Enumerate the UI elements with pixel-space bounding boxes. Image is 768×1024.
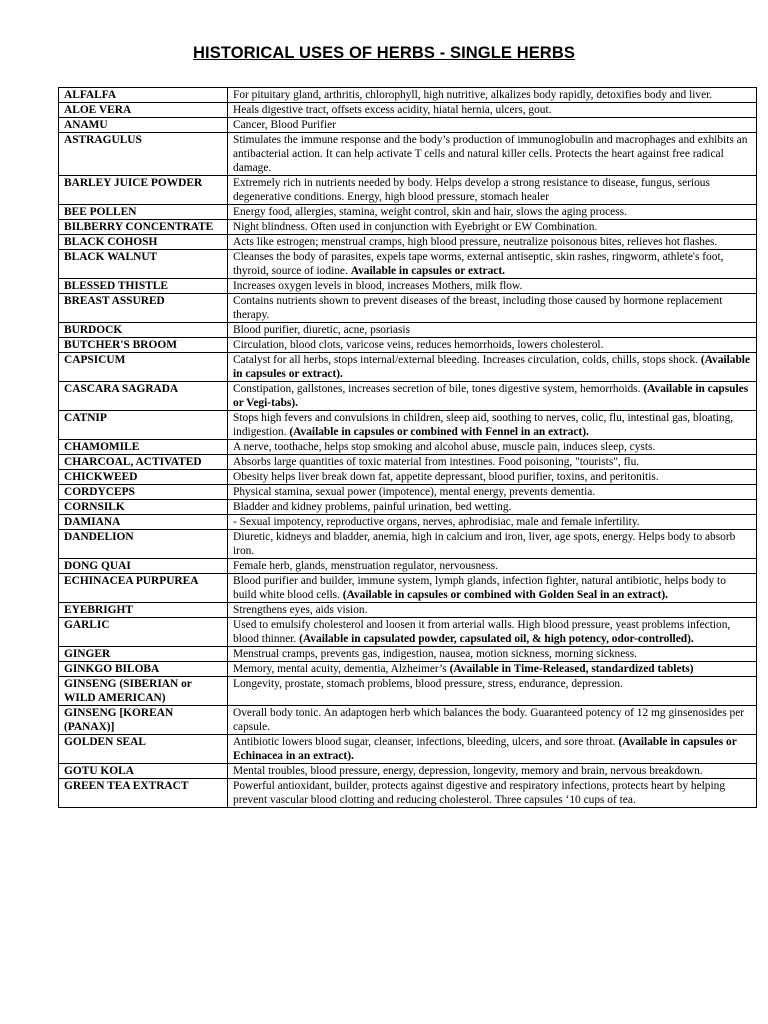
herb-use-text: Blood purifier, diuretic, acne, psoriasis: [233, 324, 410, 336]
herb-use: [228, 440, 757, 455]
herb-row: [59, 455, 757, 470]
availability-note: (Available in capsulated powder, capsulated oil, & high potency, odor-controlled).: [299, 633, 694, 645]
herb-use: [228, 220, 757, 235]
herb-name: GINSENG [KOREAN (PANAX)]: [59, 706, 228, 735]
herb-row: [59, 485, 757, 500]
herb-name: GOTU KOLA: [59, 764, 228, 779]
herb-use: [228, 559, 757, 574]
herb-row: [59, 764, 757, 779]
herb-name: ALOE VERA: [59, 103, 228, 118]
herb-name: BARLEY JUICE POWDER: [59, 176, 228, 205]
herbs-table-body: [59, 88, 757, 808]
herb-use-text: Energy food, allergies, stamina, weight control, skin and hair, slows the aging process.: [233, 206, 627, 218]
herb-use: [228, 662, 757, 677]
herb-row: [59, 779, 757, 808]
herb-use: [228, 88, 757, 103]
herb-name: GARLIC: [59, 618, 228, 647]
herb-name: CASCARA SAGRADA: [59, 382, 228, 411]
herb-name: ALFALFA: [59, 88, 228, 103]
herb-row: [59, 220, 757, 235]
herb-row: [59, 176, 757, 205]
herb-row: [59, 294, 757, 323]
herb-name: ANAMU: [59, 118, 228, 133]
herb-name: DANDELION: [59, 530, 228, 559]
herb-row: [59, 559, 757, 574]
herb-name: GINSENG (SIBERIAN or WILD AMERICAN): [59, 677, 228, 706]
availability-note: (Available in capsules or Vegi-tabs).: [233, 383, 749, 409]
herb-use: [228, 515, 757, 530]
herb-row: [59, 382, 757, 411]
herb-row: [59, 279, 757, 294]
herb-use-text: Circulation, blood clots, varicose veins, reduces hemorrhoids, lowers cholesterol.: [233, 339, 604, 351]
herb-row: [59, 205, 757, 220]
herb-use: [228, 764, 757, 779]
herb-use-text: Acts like estrogen; menstrual cramps, high blood pressure, neutralize poisonous bites, relieves hot flashes.: [233, 236, 718, 248]
herb-row: [59, 411, 757, 440]
herb-use: [228, 279, 757, 294]
herb-use-text: Heals digestive tract, offsets excess acidity, hiatal hernia, ulcers, gout.: [233, 104, 552, 116]
herb-row: [59, 250, 757, 279]
herb-use-text: Extremely rich in nutrients needed by body. Helps develop a strong resistance to disease, fungus, serious degenerative conditions. Energy, high blood pressure, stomach healer: [233, 177, 710, 203]
herb-row: [59, 603, 757, 618]
herb-use-text: A nerve, toothache, helps stop smoking and alcohol abuse, muscle pain, induces sleep, cysts.: [233, 441, 656, 453]
herb-use: [228, 353, 757, 382]
availability-note: (Available in capsules or extract).: [233, 354, 751, 380]
herb-use-text: Longevity, prostate, stomach problems, blood pressure, stress, endurance, depression.: [233, 678, 623, 690]
herb-use-text: Bladder and kidney problems, painful urination, bed wetting.: [233, 501, 512, 513]
herb-use: [228, 603, 757, 618]
herb-use-text: Stops high fevers and convulsions in children, sleep aid, soothing to nerves, colic, flu, intestinal gas, bloating, indigestion.: [233, 412, 734, 438]
herb-row: [59, 647, 757, 662]
herb-use: [228, 735, 757, 764]
herb-name: GOLDEN SEAL: [59, 735, 228, 764]
herb-row: [59, 88, 757, 103]
herb-use-text: Physical stamina, sexual power (impotence), mental energy, prevents dementia.: [233, 486, 596, 498]
herb-use: [228, 779, 757, 808]
herb-use-text: Mental troubles, blood pressure, energy, depression, longevity, memory and brain, nervous breakdown.: [233, 765, 703, 777]
herb-row: [59, 353, 757, 382]
herb-use-text: Obesity helps liver break down fat, appetite depressant, blood purifier, toxins, and peritonitis.: [233, 471, 659, 483]
herb-use-text: Contains nutrients shown to prevent diseases of the breast, including those caused by hormone replacement therapy.: [233, 295, 723, 321]
availability-note: (Available in capsules or Echinacea in an extract).: [233, 736, 737, 762]
herb-row: [59, 338, 757, 353]
herb-use-text: Female herb, glands, menstruation regulator, nervousness.: [233, 560, 498, 572]
herb-row: [59, 323, 757, 338]
herb-row: [59, 735, 757, 764]
herb-name: BILBERRY CONCENTRATE: [59, 220, 228, 235]
herb-row: [59, 500, 757, 515]
herb-use-text: Antibiotic lowers blood sugar, cleanser, infections, bleeding, ulcers, and sore throat.: [233, 736, 616, 748]
herb-name: DONG QUAI: [59, 559, 228, 574]
page-title: HISTORICAL USES OF HERBS - SINGLE HERBS: [193, 44, 575, 62]
herb-row: [59, 677, 757, 706]
herb-use: [228, 574, 757, 603]
herb-name: EYEBRIGHT: [59, 603, 228, 618]
herb-name: BLESSED THISTLE: [59, 279, 228, 294]
herb-use: [228, 455, 757, 470]
herb-use-text: Used to emulsify cholesterol and loosen it from arterial walls. High blood pressure, yeast problems infection, blood thinner.: [233, 619, 731, 645]
herb-name: BEE POLLEN: [59, 205, 228, 220]
herb-name: GINKGO BILOBA: [59, 662, 228, 677]
herb-use-text: Memory, mental acuity, dementia, Alzheimer’s: [233, 663, 447, 675]
herbs-table: [58, 87, 757, 808]
herb-row: [59, 440, 757, 455]
herb-name: CORNSILK: [59, 500, 228, 515]
herb-row: [59, 118, 757, 133]
herb-name: ASTRAGULUS: [59, 133, 228, 176]
herb-name: CHAMOMILE: [59, 440, 228, 455]
availability-note: Available in capsules or extract.: [350, 265, 505, 277]
herb-use: [228, 118, 757, 133]
herb-use: [228, 677, 757, 706]
herb-name: GREEN TEA EXTRACT: [59, 779, 228, 808]
herb-use: [228, 176, 757, 205]
herb-use-text: Catalyst for all herbs, stops internal/external bleeding. Increases circulation, colds, chills, stops shock.: [233, 354, 698, 366]
herb-row: [59, 515, 757, 530]
availability-note: (Available in capsules or combined with Fennel in an extract).: [289, 426, 589, 438]
herb-name: BLACK COHOSH: [59, 235, 228, 250]
herb-use: [228, 294, 757, 323]
herb-row: [59, 235, 757, 250]
herb-row: [59, 103, 757, 118]
herb-name: CATNIP: [59, 411, 228, 440]
herb-use: [228, 323, 757, 338]
herb-use-text: Stimulates the immune response and the body’s production of immunoglobulin and macrophages and exhibits an antibacterial action. It can help activate T cells and natural killer cells. Protects the heart against free radical damage.: [233, 134, 748, 174]
herb-name: BREAST ASSURED: [59, 294, 228, 323]
herb-use-text: Strengthens eyes, aids vision.: [233, 604, 368, 616]
herb-use: [228, 235, 757, 250]
herb-use-text: Increases oxygen levels in blood, increases Mothers, milk flow.: [233, 280, 523, 292]
herb-use: [228, 647, 757, 662]
herb-use-text: Diuretic, kidneys and bladder, anemia, high in calcium and iron, liver, age spots, energy. Helps body to absorb iron.: [233, 531, 736, 557]
herb-use-text: - Sexual impotency, reproductive organs, nerves, aphrodisiac, male and female infertility.: [233, 516, 640, 528]
herb-use-text: Cancer, Blood Purifier: [233, 119, 336, 131]
herb-row: [59, 618, 757, 647]
herb-use-text: Menstrual cramps, prevents gas, indigestion, nausea, motion sickness, morning sickness.: [233, 648, 637, 660]
herb-use-text: Cleanses the body of parasites, expels tape worms, external antiseptic, skin rashes, ringworm, athlete's foot, thyroid, source of iodine.: [233, 251, 724, 277]
herb-row: [59, 530, 757, 559]
herb-use: [228, 205, 757, 220]
herb-name: DAMIANA: [59, 515, 228, 530]
herb-row: [59, 133, 757, 176]
herb-use-text: Absorbs large quantities of toxic material from intestines. Food poisoning, "tourists", flu.: [233, 456, 640, 468]
availability-note: (Available in Time-Released, standardized tablets): [449, 663, 694, 675]
herb-name: CHICKWEED: [59, 470, 228, 485]
herb-use: [228, 618, 757, 647]
herb-use: [228, 470, 757, 485]
herb-use-text: For pituitary gland, arthritis, chlorophyll, high nutritive, alkalizes body rapidly, detoxifies body and liver.: [233, 89, 713, 101]
herb-name: CHARCOAL, ACTIVATED: [59, 455, 228, 470]
herb-use: [228, 411, 757, 440]
herb-use: [228, 382, 757, 411]
herb-use: [228, 103, 757, 118]
herb-name: ECHINACEA PURPUREA: [59, 574, 228, 603]
herb-name: BURDOCK: [59, 323, 228, 338]
herb-use: [228, 250, 757, 279]
herb-name: BLACK WALNUT: [59, 250, 228, 279]
herb-use: [228, 133, 757, 176]
herb-row: [59, 706, 757, 735]
herb-use: [228, 338, 757, 353]
availability-note: (Available in capsules or combined with Golden Seal in an extract).: [342, 589, 668, 601]
herb-name: CORDYCEPS: [59, 485, 228, 500]
herb-name: BUTCHER'S BROOM: [59, 338, 228, 353]
herb-name: CAPSICUM: [59, 353, 228, 382]
herb-use: [228, 500, 757, 515]
herb-use-text: Powerful antioxidant, builder, protects against digestive and respiratory infections, protects heart by helping prevent vascular blood clotting and reducing cholesterol. Three capsules ‘10 cups of tea.: [233, 780, 726, 806]
herb-name: GINGER: [59, 647, 228, 662]
herb-use: [228, 485, 757, 500]
herb-row: [59, 662, 757, 677]
herb-use-text: Constipation, gallstones, increases secretion of bile, tones digestive system, hemorrhoids.: [233, 383, 641, 395]
herb-use: [228, 530, 757, 559]
herb-row: [59, 574, 757, 603]
herb-use-text: Blood purifier and builder, immune system, lymph glands, infection fighter, natural antibiotic, helps body to build white blood cells.: [233, 575, 726, 601]
herb-use-text: Overall body tonic. An adaptogen herb which balances the body. Guaranteed potency of 12 mg ginsenosides per capsule.: [233, 707, 745, 733]
herb-use-text: Night blindness. Often used in conjunction with Eyebright or EW Combination.: [233, 221, 598, 233]
herb-row: [59, 470, 757, 485]
herb-use: [228, 706, 757, 735]
